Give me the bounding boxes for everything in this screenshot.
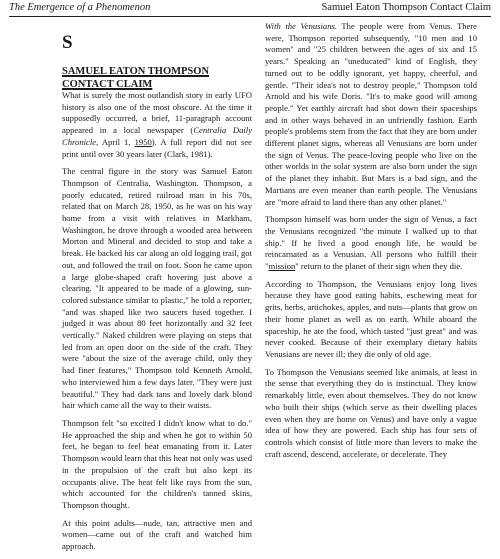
subsection-lead: With the Venusians. [265, 21, 337, 31]
left-column [62, 90, 252, 559]
article-title: SAMUEL EATON THOMPSON CONTACT CLAIM [62, 66, 210, 90]
underlined-year: 1950 [134, 136, 152, 147]
right-column [265, 21, 477, 466]
paragraph-heat: Thompson felt "so excited I didn't know what to do." He approached the ship and when he got to within 50 feet, he began to feel heat emanating from it. Later Thompson would learn that this heat not only was used in the propulsion of the craft but also kept its occupants alive. The heat felt like rays from the sun, which accounted for the children's tanned skins, Thompson thought. [62, 417, 252, 510]
underlined-mission: mission [268, 261, 296, 272]
paragraph-diet: According to Thompson, the Venusians enjoy long lives because they have good eating habits, eschewing meat for grits, herbs, artichokes, apples, and nuts—plants that grow on their home planet as well as on earth. While aboard the spaceship, he ate the food, which tasted "just great" and was never cooked. Because of their exemplary dietary habits Venusians are never ill; they die only of old age. [265, 278, 477, 359]
paragraph-instinct: To Thompson the Venusians seemed like animals, at least in the sense that everything they do is instinctual. They know remarkably little, even about themselves. They do not know who built their ships (which serve as their dwelling places even when they are home on Venus) and have only a vague idea of how they are powered. Each ship has four sets of controls which consist of little more than levers to make the craft ascend, descend, accelerate, or decelerate. They [265, 366, 477, 459]
paragraph-adults: At this point adults—nude, tan, attractive men and women—came out of the craft and watched him approach. [62, 517, 252, 552]
paragraph-venusians: With the Venusians. The people were from Venus. There were, Thompson reported subsequently, "10 men and 10 women" and "25 children between the ages of six and 15 years." Speaking an "uneducated" kind of English, they turned out to be oddly ignorant, yet happy, cheerful, and gentle. "Their idea's not to destroy people," Thompson told Arnold and his wife Doris. "It's to make good will among people." Yet earthly aircraft had shot down their spaceships and in other ways behaved in an unfriendly fashion. Earth people's problems stem from the fact that they are born under different planet signs, whereas all Venusians are born under the sign of Venus. The peace-loving people who live on the other worlds in the solar system are also born under the sign of the planet they inhabit. But Mars is a bad sign, and the Martians are even meaner than earth people. The Venusians are "more afraid to land there than any other planet." [265, 21, 477, 207]
section-title: Samuel Eaton Thompson Contact Claim [321, 2, 491, 13]
section-letter: S [62, 32, 73, 53]
paragraph-sign-of-venus: Thompson himself was born under the sign of Venus, a fact the Venusians recognized "the minute I walked up to that ship." If he lived a good enough life, he would be reincarnated as a Venusian. All persons who fulfill their "mission" return to the planet of their sign when they die. [265, 214, 477, 272]
book-title: The Emergence of a Phenomenon [9, 2, 151, 13]
paragraph-intro: What is surely the most outlandish story in early UFO history is also one of the most obscure. At the time it supposedly occurred, a brief, 11-paragraph account appeared in a local newspaper (Centralia Daily Chronicle, April 1, 1950). A full report did not see print until over 30 years later (Clark, 1981). [62, 90, 253, 159]
paragraph-central-figure: The central figure in the story was Samuel Eaton Thompson of Centralia, Washington. Thompson, a poorly educated, retired railroad man in his 70s, related that on March 28, 1950, as he was on his way home from a visit with relatives in Markham, Washington, he drove through a wooded area between Morton and Mineral and decided to stop and take a break. He backed his car along an old logging trail, got out, and followed the trail on foot. Soon he came upon a large globe-shaped craft hovering just above a clearing. "It appeared to be made of a glowing, sun-colored substance similar to plastic," he told a reporter, "and was shaped like two saucers fused together. I judged it was about 80 feet horizontally and 32 feet vertically." Naked children were playing on steps that led from an open door on the side of the craft. They were "about the size of the average child, only they had finer features," Thompson told Kenneth Arnold, who interviewed him a few days later. "They were just beautiful." They had dark tans and lovely dark blond hair which came all the way to their waists. [62, 166, 252, 411]
running-header [9, 0, 491, 17]
publication-name: Centralia Daily Chronicle [62, 125, 253, 147]
